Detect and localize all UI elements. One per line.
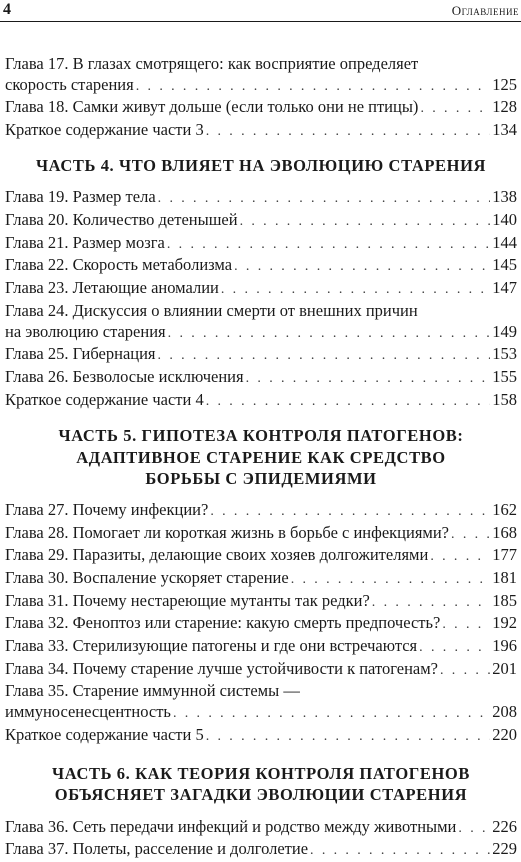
dot-leader	[206, 122, 491, 143]
toc-entry-chapter-17[interactable]	[5, 54, 517, 97]
part-heading-line: АДАПТИВНОЕ СТАРЕНИЕ КАК СРЕДСТВО	[76, 447, 446, 467]
part-heading-line: БОРЬБЫ С ЭПИДЕМИЯМИ	[145, 469, 377, 489]
toc-entry-title: Глава 33. Стерилизующие патогены и где они встречаются	[5, 636, 418, 656]
toc-entry-page: 153	[492, 344, 517, 364]
part-heading-line: ЧАСТЬ 5. ГИПОТЕЗА КОНТРОЛЯ ПАТОГЕНОВ:	[58, 426, 464, 446]
toc-entry-page: 162	[492, 499, 517, 519]
toc-entry-page: 181	[492, 567, 517, 587]
toc-entry-chapter-31[interactable]	[5, 591, 517, 614]
part-4-heading[interactable]: ЧАСТЬ 4. ЧТО ВЛИЯЕТ НА ЭВОЛЮЦИЮ СТАРЕНИЯ	[35, 155, 487, 175]
toc-entry-page: 229	[492, 839, 517, 859]
toc-entry-chapter-34[interactable]	[5, 659, 517, 682]
toc-entry-first-line: Глава 17. В глазах смотрящего: как восприятие определяет	[5, 54, 419, 73]
toc-entry-chapter-24[interactable]	[5, 301, 517, 344]
toc-entry-chapter-22[interactable]	[5, 255, 517, 278]
toc-entry-first-line: Глава 35. Старение иммунной системы —	[5, 681, 300, 701]
toc-entry-page: 138	[492, 187, 517, 207]
toc-entry-title: Глава 34. Почему старение лучше устойчивости к патогенам?	[5, 658, 438, 678]
dot-leader	[420, 99, 490, 120]
dot-leader	[246, 369, 491, 390]
dot-leader	[419, 638, 490, 659]
dot-leader	[158, 346, 491, 367]
toc-entry-title: Глава 23. Летающие аномалии	[5, 278, 219, 298]
dot-leader	[221, 280, 490, 301]
toc-entry-first-line: Глава 24. Дискуссия о влиянии смерти от внешних причин	[5, 300, 418, 320]
page-number: 4	[3, 1, 11, 18]
toc-entry-title: Глава 32. Феноптоз или старение: какую смерть предпочесть?	[5, 613, 441, 633]
toc-entry-chapter-25[interactable]	[5, 344, 517, 367]
toc-entry-chapter-23[interactable]	[5, 278, 517, 301]
toc-entry-title: Глава 20. Количество детенышей	[5, 210, 238, 230]
part-6-heading[interactable]	[5, 763, 517, 806]
dot-leader	[210, 502, 490, 523]
dot-leader	[136, 77, 491, 98]
toc-entry-title: Глава 19. Размер тела	[5, 187, 156, 207]
dot-leader	[173, 704, 490, 725]
dot-leader	[458, 819, 490, 840]
dot-leader	[206, 727, 491, 748]
page-header	[0, 0, 521, 22]
toc-entry-title: Глава 30. Воспаление ускоряет старение	[5, 567, 289, 587]
dot-leader	[158, 189, 491, 210]
toc-entry-summary-part-3[interactable]	[5, 120, 517, 143]
toc-entry-title: Краткое содержание части 4	[5, 389, 204, 409]
toc-entry-page: 134	[492, 120, 517, 140]
toc-entry-page: 196	[492, 636, 517, 656]
dot-leader	[206, 392, 491, 413]
toc-entry-page: 220	[492, 724, 517, 744]
toc-entry-chapter-37[interactable]	[5, 839, 517, 862]
toc-entry-title: Глава 27. Почему инфекции?	[5, 499, 209, 519]
toc-entry-chapter-29[interactable]	[5, 545, 517, 568]
toc-entry-title: иммуносенесцентность	[5, 702, 171, 722]
running-title: Оглавление	[451, 3, 519, 18]
toc-entry-chapter-33[interactable]	[5, 636, 517, 659]
toc-entry-page: 145	[492, 255, 517, 275]
toc-entry-page: 140	[492, 210, 517, 230]
dot-leader	[451, 525, 490, 546]
toc-entry-page: 149	[492, 321, 517, 341]
part-5-heading[interactable]	[5, 425, 517, 490]
toc-entry-chapter-28[interactable]	[5, 523, 517, 546]
toc-entry-chapter-18[interactable]	[5, 97, 517, 120]
toc-entry-page: 177	[492, 545, 517, 565]
toc-entry-chapter-27[interactable]	[5, 500, 517, 523]
part-heading-line: ОБЪЯСНЯЕТ ЗАГАДКИ ЭВОЛЮЦИИ СТАРЕНИЯ	[54, 785, 468, 805]
dot-leader	[240, 212, 491, 233]
toc-entry-page: 226	[492, 816, 517, 836]
toc-entry-chapter-32[interactable]	[5, 613, 517, 636]
toc-entry-title: Глава 18. Самки живут дольше (если только они не птицы)	[5, 97, 419, 117]
toc-entry-title: Глава 37. Полеты, расселение и долголетие	[5, 839, 309, 859]
part-heading-line: ЧАСТЬ 6. КАК ТЕОРИЯ КОНТРОЛЯ ПАТОГЕНОВ	[52, 763, 470, 783]
dot-leader	[372, 593, 490, 614]
toc-entry-page: 185	[492, 590, 517, 610]
toc-entry-title: Глава 22. Скорость метаболизма	[5, 255, 233, 275]
toc-entry-page: 147	[492, 278, 517, 298]
toc-entry-summary-part-4[interactable]	[5, 390, 517, 413]
toc-entry-title: Глава 25. Гибернация	[5, 344, 156, 364]
dot-leader	[440, 661, 490, 682]
toc-entry-title: Глава 36. Сеть передачи инфекций и родство между животными	[5, 816, 457, 836]
toc-entry-title: Глава 26. Безволосые исключения	[5, 366, 244, 386]
toc-entry-page: 125	[492, 74, 517, 94]
toc-entry-page: 155	[492, 366, 517, 386]
toc-entry-page: 158	[492, 389, 517, 409]
toc-entry-chapter-26[interactable]	[5, 367, 517, 390]
dot-leader	[168, 324, 491, 345]
dot-leader	[234, 257, 490, 278]
table-of-contents	[5, 54, 517, 862]
toc-entry-title: Краткое содержание части 3	[5, 120, 204, 140]
toc-entry-page: 201	[492, 658, 517, 678]
dot-leader	[310, 841, 490, 862]
toc-entry-title: Краткое содержание части 5	[5, 724, 204, 744]
toc-entry-page: 144	[492, 232, 517, 252]
dot-leader	[442, 615, 490, 636]
toc-entry-title: Глава 31. Почему нестареющие мутанты так редки?	[5, 590, 370, 610]
header-rule	[0, 21, 521, 22]
toc-entry-chapter-35[interactable]	[5, 681, 517, 724]
toc-entry-chapter-21[interactable]	[5, 233, 517, 256]
toc-entry-title: на эволюцию старения	[5, 321, 166, 341]
toc-entry-page: 208	[492, 702, 517, 722]
toc-entry-title: скорость старения	[5, 74, 134, 94]
toc-entry-chapter-19[interactable]	[5, 187, 517, 210]
toc-entry-page: 128	[492, 97, 517, 117]
toc-entry-chapter-20[interactable]	[5, 210, 517, 233]
toc-entry-title: Глава 21. Размер мозга	[5, 232, 165, 252]
toc-entry-title: Глава 29. Паразиты, делающие своих хозяев долгожителями	[5, 545, 429, 565]
toc-entry-summary-part-5[interactable]	[5, 725, 517, 748]
dot-leader	[167, 235, 490, 256]
toc-entry-title: Глава 28. Помогает ли короткая жизнь в борьбе с инфекциями?	[5, 522, 450, 542]
toc-entry-chapter-30[interactable]	[5, 568, 517, 591]
dot-leader	[430, 547, 490, 568]
dot-leader	[291, 570, 491, 591]
toc-entry-page: 168	[492, 522, 517, 542]
toc-entry-chapter-36[interactable]	[5, 817, 517, 840]
toc-entry-page: 192	[492, 613, 517, 633]
